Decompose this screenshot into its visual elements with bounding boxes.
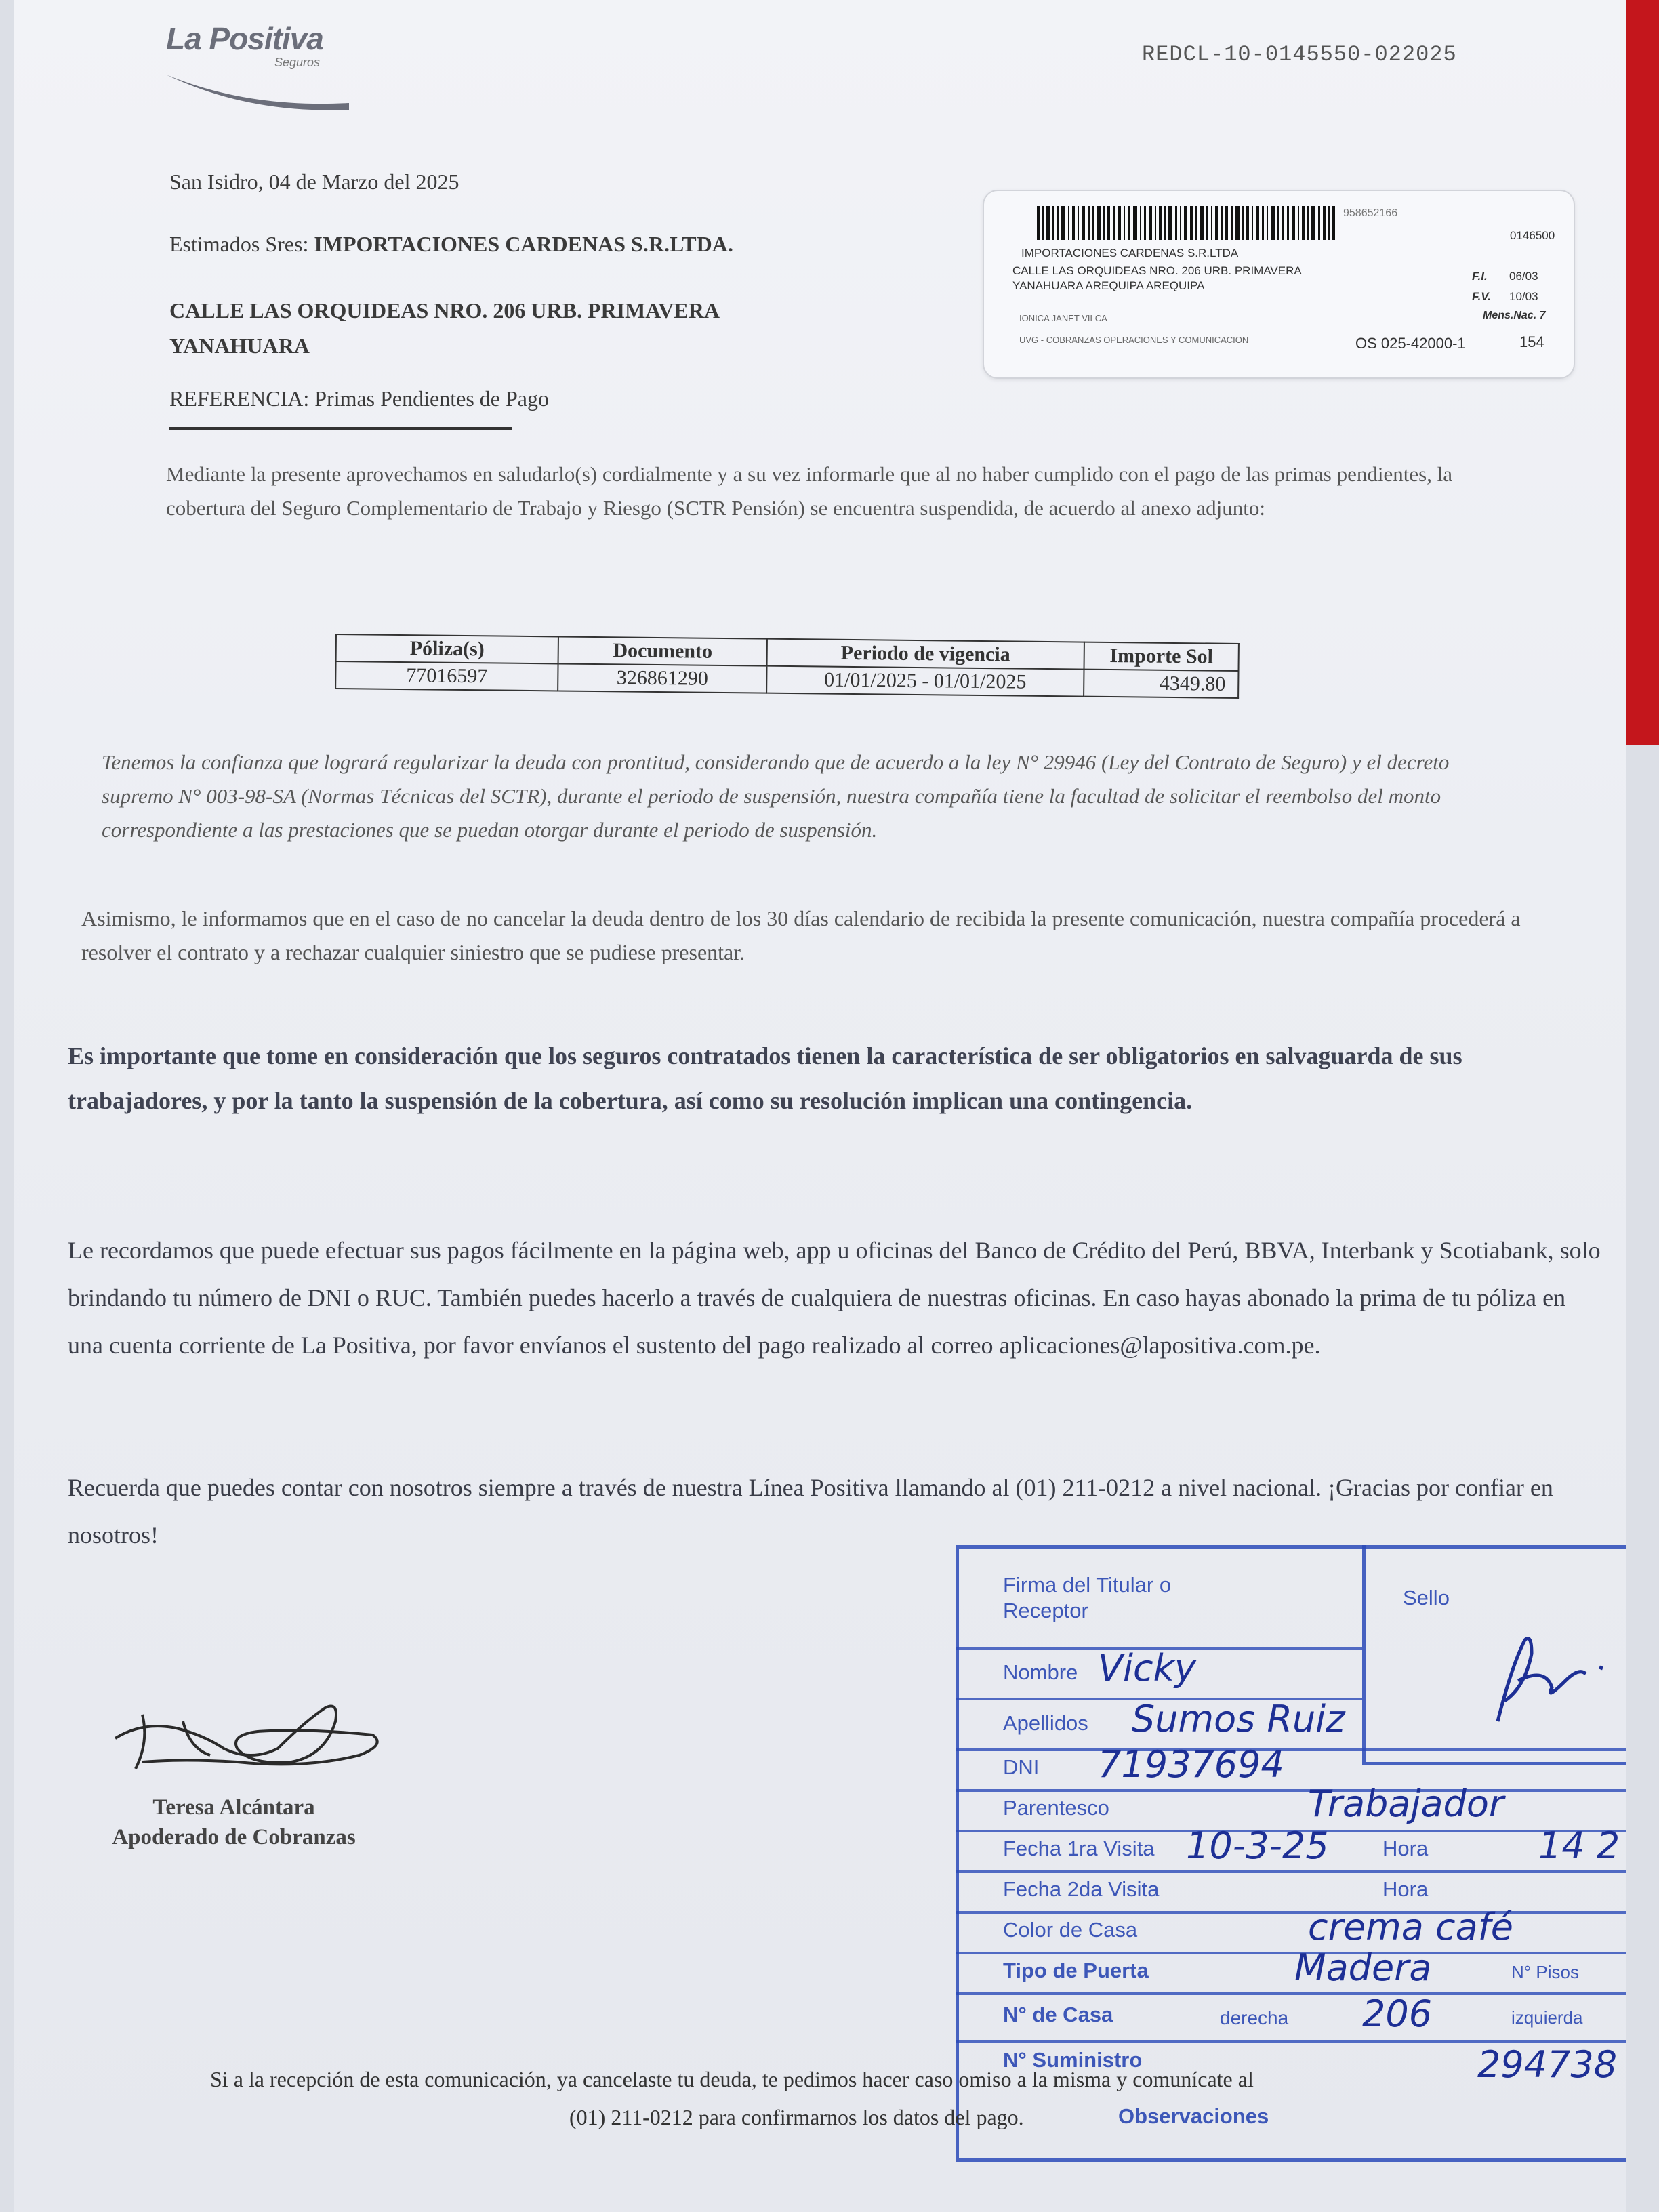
stamp-hora2-label: Hora (1382, 1877, 1429, 1901)
stamp-parentesco-label: Parentesco (1003, 1796, 1109, 1820)
stamp-hora-value: 14 2 (1538, 1824, 1620, 1867)
paragraph-6: Recuerda que puedes contar con nosotros siempre a través de nuestra Línea Positiva llamando al (01) 211-0212 a nivel nacional. ¡Gracias por confiar en nosotros! (68, 1474, 1553, 1549)
stamp-firma-label: Firma del Titular o Receptor (1003, 1573, 1172, 1622)
salutation-prefix: Estimados Sres: (169, 232, 309, 256)
stamp-casa-label: N° de Casa (1003, 2003, 1113, 2026)
label-fi-label: F.I. (1472, 270, 1488, 283)
stamp-izquierda-label: izquierda (1511, 2007, 1583, 2028)
footer-line-1: Si a la recepción de esta comunicación, ya cancelaste tu deuda, te pedimos hacer caso omiso a la misma y comunícate al (210, 2067, 1254, 2091)
stamp-casa-value: 206 (1362, 1992, 1433, 2035)
stamp-divider (956, 1789, 1626, 1792)
stamp-pisos-label: N° Pisos (1511, 1962, 1579, 1982)
stamp-derecha-label: derecha (1220, 2007, 1289, 2028)
label-code-top: 958652166 (1343, 207, 1398, 219)
label-fi: 06/03 (1509, 270, 1538, 283)
stamp-color-label: Color de Casa (1003, 1918, 1138, 1942)
stamp-divider (956, 2040, 1626, 2043)
stamp-divider (956, 1748, 1626, 1751)
stamp-visita1-label: Fecha 1ra Visita (1003, 1837, 1155, 1860)
label-name: IMPORTACIONES CARDENAS S.R.LTDA (1021, 247, 1239, 260)
address-line-2: YANAHUARA (169, 333, 310, 358)
paragraph-5: Le recordamos que puede efectuar sus pagos fácilmente en la página web, app u oficinas del Banco de Crédito del Perú, BBVA, Interbank y Scotiabank, solo brindando tu número de DNI o RUC. También puedes hacerlo a través de cualquiera de nuestras oficinas. En caso hayas abonado la prima de tu póliza en una cuenta corriente de La Positiva, por favor envíanos el sustento del pago realizado al correo aplicaciones@lapositiva.com.pe. (68, 1237, 1601, 1359)
stamp-color-value: crema café (1308, 1906, 1513, 1948)
table-cell: 77016597 (335, 661, 558, 691)
table-cell: 326861290 (558, 663, 766, 693)
table-cell: 4349.80 (1084, 670, 1238, 698)
footer-note (210, 2060, 1498, 2136)
stamp-parentesco-value: Trabajador (1308, 1782, 1504, 1825)
signer-block (75, 1793, 393, 1852)
footer-line-2: (01) 211-0212 para confirmarnos los datos del pago. (569, 2105, 1024, 2129)
label-fv-label: F.V. (1472, 290, 1491, 303)
policy-table (335, 634, 1240, 699)
letter-page (14, 0, 1626, 2212)
signer-title: Apoderado de Cobranzas (112, 1825, 356, 1849)
stamp-apellidos-value: Sumos Ruiz (1132, 1698, 1345, 1740)
barcode-icon (1037, 206, 1335, 240)
table-header: Periodo de vigencia (767, 639, 1084, 670)
paragraph-4: Es importante que tome en consideración que los seguros contratados tienen la característica de ser obligatorios en salvaguarda de sus trabajadores, y por la tanto la suspensión de la cobertura, así como su resolución implican una contingencia. (68, 1042, 1462, 1114)
signer-name: Teresa Alcántara (152, 1795, 315, 1820)
reference-underline (169, 427, 512, 430)
label-department: UVG - COBRANZAS OPERACIONES Y COMUNICACION (1019, 335, 1249, 345)
stamp-visita1-value: 10-3-25 (1186, 1824, 1329, 1867)
stamp-puerta-value: Madera (1294, 1946, 1432, 1989)
logo-sub: Seguros (274, 56, 321, 69)
stamp-puerta-label: Tipo de Puerta (1003, 1959, 1149, 1982)
stamp-divider (956, 1952, 1626, 1954)
stamp-suministro-value: 294738 (1477, 2043, 1618, 2086)
stamp-dni-label: DNI (1003, 1755, 1040, 1779)
date-line: San Isidro, 04 de Marzo del 2025 (169, 169, 459, 194)
company-logo (166, 20, 369, 108)
table-cell: 01/01/2025 - 01/01/2025 (766, 666, 1084, 697)
signature-icon (102, 1681, 400, 1789)
recipient-name: IMPORTACIONES CARDENAS S.R.LTDA. (314, 232, 733, 256)
reference-line: REFERENCIA: Primas Pendientes de Pago (169, 386, 549, 411)
label-address-1: CALLE LAS ORQUIDEAS NRO. 206 URB. PRIMAVERA (1012, 264, 1302, 277)
stamp-apellidos-label: Apellidos (1003, 1711, 1088, 1735)
stamp-hora-label: Hora (1382, 1837, 1429, 1860)
address-line-1: CALLE LAS ORQUIDEAS NRO. 206 URB. PRIMAVERA (169, 298, 720, 323)
salutation (169, 232, 733, 257)
paragraph-1: Mediante la presente aprovechamos en saludarlo(s) cordialmente y a su vez informarle que al no haber cumplido con el pago de las primas pendientes, la cobertura del Seguro Complementario de Trabajo y Riesgo (SCTR Pensión) se encuentra suspendida, de acuerdo al anexo adjunto: (166, 462, 1453, 520)
table-header: Póliza(s) (336, 634, 558, 663)
label-os: OS 025-42000-1 (1355, 335, 1466, 352)
stamp-suministro-label: N° Suministro (1003, 2048, 1143, 2072)
stamp-divider (956, 1911, 1626, 1914)
document-code: REDCL-10-0145550-022025 (1142, 42, 1457, 67)
recipient-address (169, 293, 720, 363)
label-num: 154 (1519, 333, 1544, 350)
stamp-dni-value: 71937694 (1098, 1743, 1284, 1786)
paragraph-3: Asimismo, le informamos que en el caso de no cancelar la deuda dentro de los 30 días calendario de recibida la presente comunicación, nuestra compañía procederá a resolver el contrato y a rechazar cualquier siniestro que se pudiese presentar. (81, 906, 1521, 964)
stamp-nombre-label: Nombre (1003, 1660, 1078, 1684)
logo-brand: La Positiva (166, 21, 323, 56)
mailing-label (983, 190, 1575, 379)
table-header: Documento (558, 636, 767, 665)
label-fv: 10/03 (1509, 290, 1538, 303)
label-contact: IONICA JANET VILCA (1019, 313, 1107, 323)
logo-swoosh-icon (166, 61, 356, 115)
stamp-observaciones-label: Observaciones (1118, 2104, 1269, 2128)
stamp-visita2-label: Fecha 2da Visita (1003, 1877, 1160, 1901)
stamp-sello-signature-icon (1484, 1626, 1620, 1728)
stamp-nombre-value: Vicky (1098, 1647, 1196, 1689)
paragraph-2: Tenemos la confianza que logrará regularizar la deuda con prontitud, considerando que de acuerdo a la ley N° 29946 (Ley del Contrato de Seguro) y el decreto supremo N° 003-98-SA (Normas Técnicas del SCTR), durante el periodo de suspensión, nuestra compañía tiene la facultad de solicitar el reembolso del monto correspondiente a las prestaciones que se puedan otorgar durante el periodo de suspensión. (102, 750, 1450, 842)
label-mens: Mens.Nac. 7 (1483, 310, 1546, 321)
label-address-2: YANAHUARA AREQUIPA AREQUIPA (1012, 279, 1205, 292)
table-header: Importe Sol (1084, 642, 1239, 671)
stamp-sello-label: Sello (1403, 1586, 1450, 1610)
stamp-divider (956, 1870, 1626, 1873)
label-code-right: 0146500 (1510, 229, 1555, 242)
stamp-divider (956, 1992, 1626, 1995)
